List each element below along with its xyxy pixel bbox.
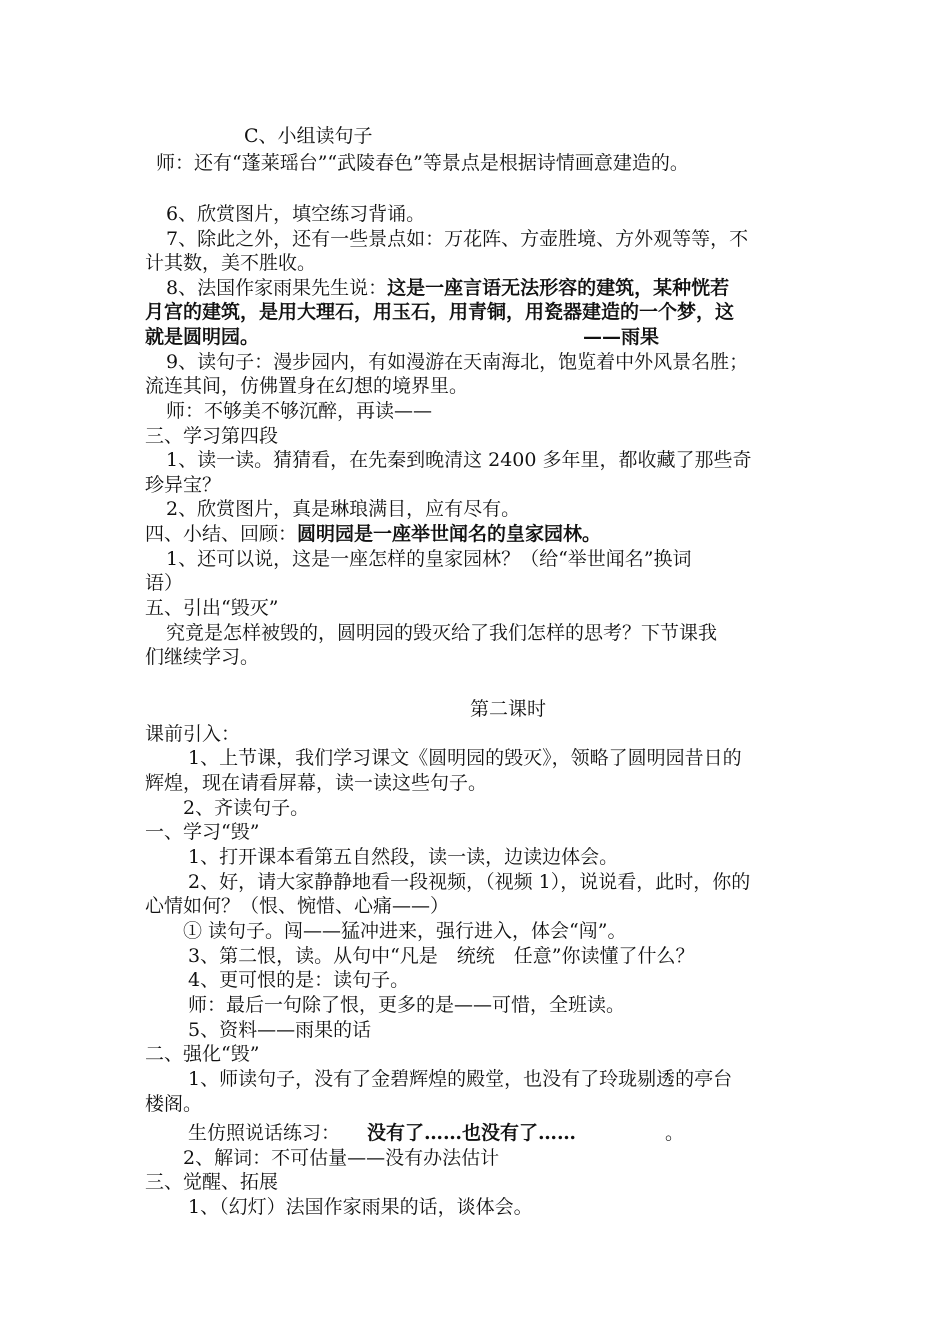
line-part1-item-4: 4、更可恨的是：读句子。 [188,969,410,991]
line-item-6: 6、欣赏图片，填空练习背诵。 [166,203,426,225]
line-practice-period: 。 [665,1122,685,1144]
line-item-7-cont: 计其数，美不胜收。 [145,252,317,274]
line-sec5-text: 究竟是怎样被毁的，圆明园的毁灭给了我们怎样的思考？下节课我 [166,622,718,644]
line-item-9: 9、读句子：漫步园内，有如漫游在天南海北，饱览着中外风景名胜； [166,351,749,373]
line-part1-item-2-cont: 心情如何？（恨、惋惜、心痛——） [145,895,450,917]
part-1-heading: 一、学习“毁” [145,821,260,843]
line-part3-item-1: 1、（幻灯）法国作家雨果的话，谈体会。 [188,1196,533,1218]
line-part1-item-2: 2、好，请大家静静地看一段视频，（视频 1），说说看，此时，你的 [188,871,751,893]
line-sec3-item-2: 2、欣赏图片，真是琳琅满目，应有尽有。 [166,498,521,520]
line-part1-read-sentence: ① 读句子。闯——猛冲进来，强行进入，体会“闯”。 [183,920,627,942]
line-teacher-penglai: 师：还有“蓬莱瑶台”“武陵春色”等景点是根据诗情画意建造的。 [156,152,689,174]
section-4-heading [145,522,601,546]
section-3-heading: 三、学习第四段 [145,425,279,447]
line-c-group-read: C、小组读句子 [244,125,373,147]
hugo-attribution: ——雨果 [583,326,660,348]
line-teacher-reread: 师：不够美不够沉醉，再读—— [166,400,433,422]
part-3-heading: 三、觉醒、拓展 [145,1171,279,1193]
line-sec5-text-cont: 们继续学习。 [145,646,260,668]
line-part1-item-3: 3、第二恨，读。从句中“凡是 统统 任意”你读懂了什么？ [188,945,695,967]
hugo-quote-part1: 这是一座言语无法形容的建筑，某种恍若 [387,277,730,299]
line-sec3-item-1-cont: 珍异宝？ [145,474,222,496]
section-4-label: 四、小结、回顾： [145,523,298,545]
section-5-heading: 五、引出“毁灭” [145,597,279,619]
line-part1-item-1: 1、打开课本看第五自然段，读一读，边读边体会。 [188,846,619,868]
item-8-intro: 8、法国作家雨果先生说： [166,277,388,299]
line-practice-label: 生仿照说话练习： [188,1122,341,1144]
line-part1-item-5: 5、资料——雨果的话 [188,1019,372,1041]
line-practice-pattern: 没有了……也没有了…… [367,1122,577,1144]
line-sec4-item-1: 1、还可以说，这是一座怎样的皇家园林？（给“举世闻名”换词 [166,548,692,570]
line-intro-item-2: 2、齐读句子。 [183,797,310,819]
line-intro-item-1-cont: 辉煌，现在请看屏幕，读一读这些句子。 [145,772,488,794]
line-sec3-item-1: 1、读一读。猜猜看，在先秦到晚清这 2400 多年里，都收藏了那些奇 [166,449,752,471]
line-part2-item-2: 2、解词：不可估量——没有办法估计 [183,1147,500,1169]
line-intro-item-1: 1、上节课，我们学习课文《圆明园的毁灭》，领略了圆明园昔日的 [188,747,742,769]
pre-class-intro-heading: 课前引入： [145,723,241,745]
hugo-quote-part3: 就是圆明园。 [145,326,260,348]
hugo-quote-part2: 月宫的建筑，是用大理石，用玉石，用青铜，用瓷器建造的一个梦，这 [145,301,735,323]
line-sec4-item-1-cont: 语） [145,572,184,594]
line-part2-item-1: 1、师读句子，没有了金碧辉煌的殿堂，也没有了玲珑剔透的亭台 [188,1068,733,1090]
lesson-2-title: 第二课时 [470,698,547,720]
section-4-summary: 圆明园是一座举世闻名的皇家园林。 [297,523,602,545]
line-part2-item-1-cont: 楼阁。 [145,1093,203,1115]
line-item-9-cont: 流连其间，仿佛置身在幻想的境界里。 [145,375,469,397]
line-item-7: 7、除此之外，还有一些景点如：万花阵、方壶胜境、方外观等等，不 [166,228,749,250]
part-2-heading: 二、强化“毁” [145,1043,260,1065]
line-part1-teacher: 师：最后一句除了恨，更多的是——可惜，全班读。 [188,994,626,1016]
line-item-8 [166,276,729,300]
